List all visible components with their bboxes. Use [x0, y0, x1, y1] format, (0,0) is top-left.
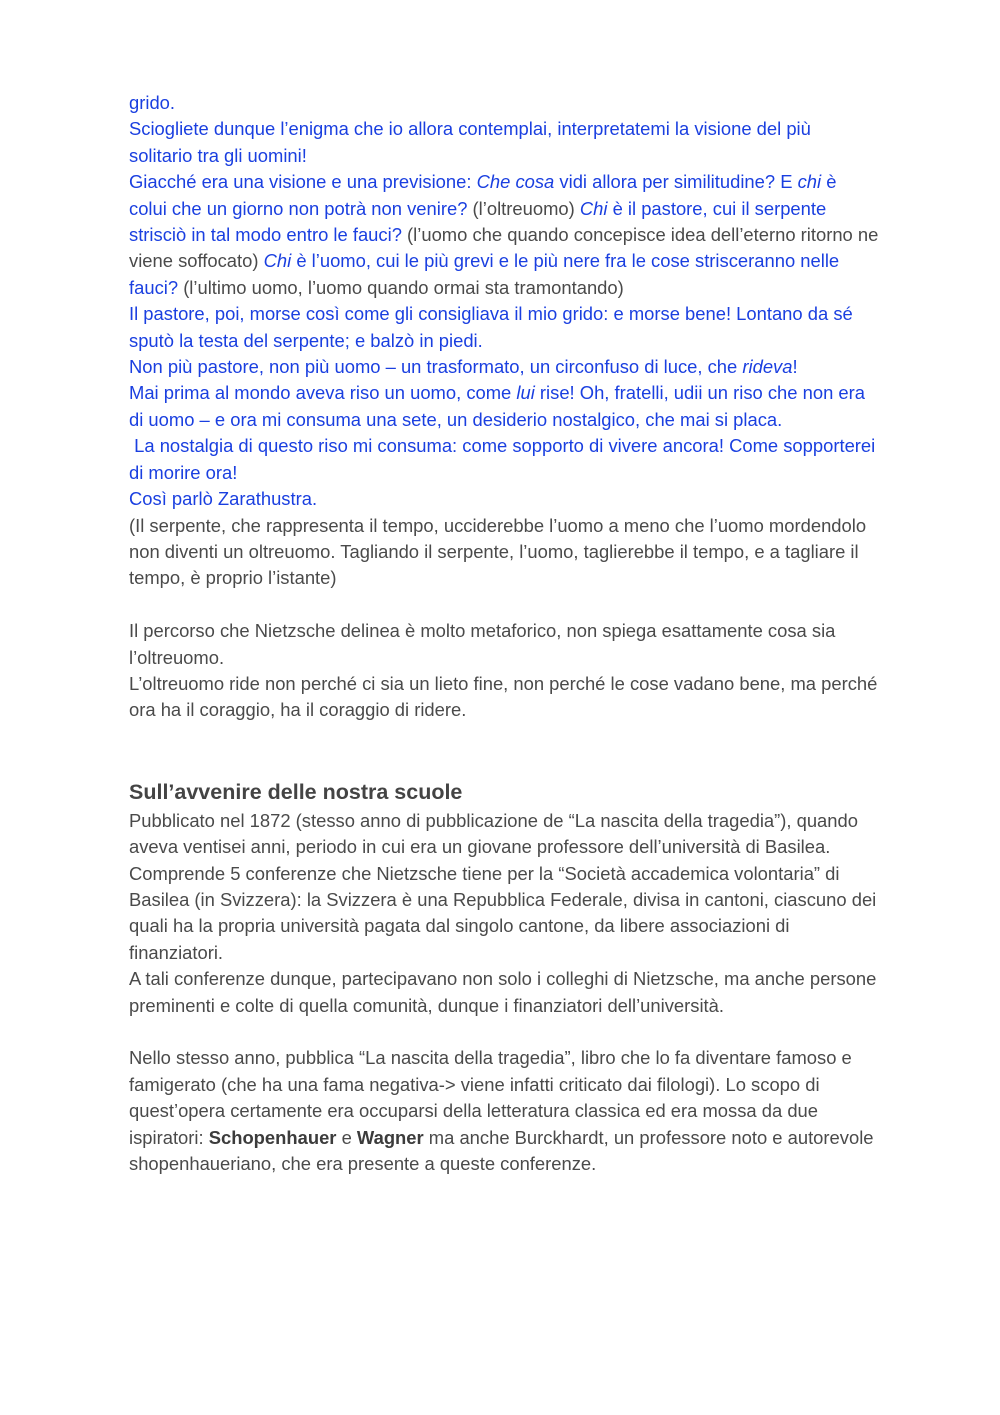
- annotation-note: (l’oltreuomo): [472, 197, 580, 219]
- quote-text: !: [792, 356, 798, 378]
- quote-paragraph-trasformato: [129, 354, 879, 380]
- quote-text: Mai prima al mondo aveva riso un uomo, come: [129, 382, 517, 404]
- section-text: e: [336, 1126, 357, 1148]
- section-paragraph: A tali conferenze dunque, partecipavano non solo i colleghi di Nietzsche, ma anche persone preminenti e colte di quella comunità, dunque i finanziatori dell’università.: [129, 968, 877, 1016]
- quote-paragraph-nostalgia: La nostalgia di questo riso mi consuma: come sopporto di vivere ancora! Come sopporterei di morire ora!: [129, 435, 881, 483]
- quote-paragraph-enigma: Sciogliete dunque l’enigma che io allora contemplai, interpretatemi la visione del più solitario tra gli uomini!: [129, 118, 811, 166]
- quote-paragraph-pastore: Il pastore, poi, morse così come gli consigliava il mio grido: e morse bene! Lontano da sé sputò la testa del serpente; e balzò in piedi.: [129, 303, 853, 351]
- section-paragraph: Pubblicato nel 1872 (stesso anno di pubblicazione de “La nascita della tragedia”), quando aveva ventisei anni, periodo in cui era un giovane professore dell’università di Basilea.: [129, 809, 858, 858]
- bold-name: Wagner: [356, 1126, 424, 1148]
- quote-text: è colui che un giorno non potrà non venire?: [129, 171, 837, 219]
- section-paragraph: [129, 1045, 879, 1177]
- quote-italic: lui: [516, 382, 535, 404]
- paragraph-spacer: [129, 592, 879, 618]
- quote-italic: rideva: [742, 356, 793, 378]
- quote-text: Giacché era una visione e una previsione:: [129, 171, 477, 193]
- section-text: Nello stesso anno, pubblica “La nascita della tragedia”, libro che lo fa diventare famoso e famigerato (che ha una fama negativa-> viene infatti criticato dai filologi). Lo scopo di quest’opera certamente era occuparsi della letteratura classica ed era mossa da due ispiratori:: [129, 1047, 852, 1148]
- quote-italic: Chi: [579, 197, 608, 219]
- quote-text: è l’uomo, cui le più grevi e le più nere fra le cose strisceranno nelle fauci?: [129, 250, 840, 298]
- quote-text: rise! Oh, fratelli, udii un riso che non era di uomo – e ora mi consuma una sete, un desiderio nostalgico, che mai si placa.: [129, 382, 865, 430]
- annotation-note: (l’uomo che quando concepisce idea dell’eterno ritorno ne viene soffocato): [129, 224, 879, 272]
- quote-italic: Che cosa: [476, 171, 555, 193]
- annotation-note: (l’ultimo uomo, l’uomo quando ormai sta tramontando): [183, 276, 624, 298]
- quote-text: Non più pastore, non più uomo – un trasformato, un circonfuso di luce, che: [129, 356, 743, 378]
- interpretation-note: (Il serpente, che rappresenta il tempo, ucciderebbe l’uomo a meno che l’uomo mordendolo non diventi un oltreuomo. Tagliando il serpente, l’uomo, taglierebbe il tempo, e a tagliare il tempo, è proprio l’istante): [129, 514, 867, 589]
- quote-line-grido: grido.: [129, 92, 176, 113]
- bold-name: Schopenhauer: [208, 1126, 337, 1148]
- commentary-paragraph: Il percorso che Nietzsche delinea è molto metaforico, non spiega esattamente cosa sia l’oltreuomo.: [129, 620, 836, 668]
- commentary-paragraph: L’oltreuomo ride non perché ci sia un lieto fine, non perché le cose vadano bene, ma perché ora ha il coraggio, ha il coraggio di ridere.: [129, 672, 878, 721]
- section-paragraph: Comprende 5 conferenze che Nietzsche tiene per la “Società accademica volontaria” di Basilea (in Svizzera): la Svizzera è una Repubblica Federale, divisa in cantoni, ciascuno dei quali ha la propria università pagata dal singolo cantone, da libere associazioni di finanziatori.: [129, 862, 877, 963]
- quote-closing-line: Così parlò Zarathustra.: [129, 488, 318, 510]
- quote-text: vidi allora per similitudine? E: [554, 171, 798, 193]
- section-text: ma anche Burckhardt, un professore noto e autorevole shopenhaueriano, che era presente a queste conferenze.: [129, 1126, 874, 1174]
- quote-paragraph-visione: [129, 169, 879, 301]
- quote-italic: Chi: [263, 250, 292, 272]
- paragraph-spacer: [129, 1019, 879, 1045]
- section-spacer: [129, 724, 879, 776]
- quote-text: è il pastore, cui il serpente strisciò in tal modo entro le fauci?: [129, 197, 827, 246]
- section-heading: Sull’avvenire delle nostra scuole: [129, 779, 463, 804]
- document-page: [129, 90, 879, 1177]
- quote-paragraph-riso: [129, 380, 879, 433]
- quote-italic: chi: [797, 171, 822, 193]
